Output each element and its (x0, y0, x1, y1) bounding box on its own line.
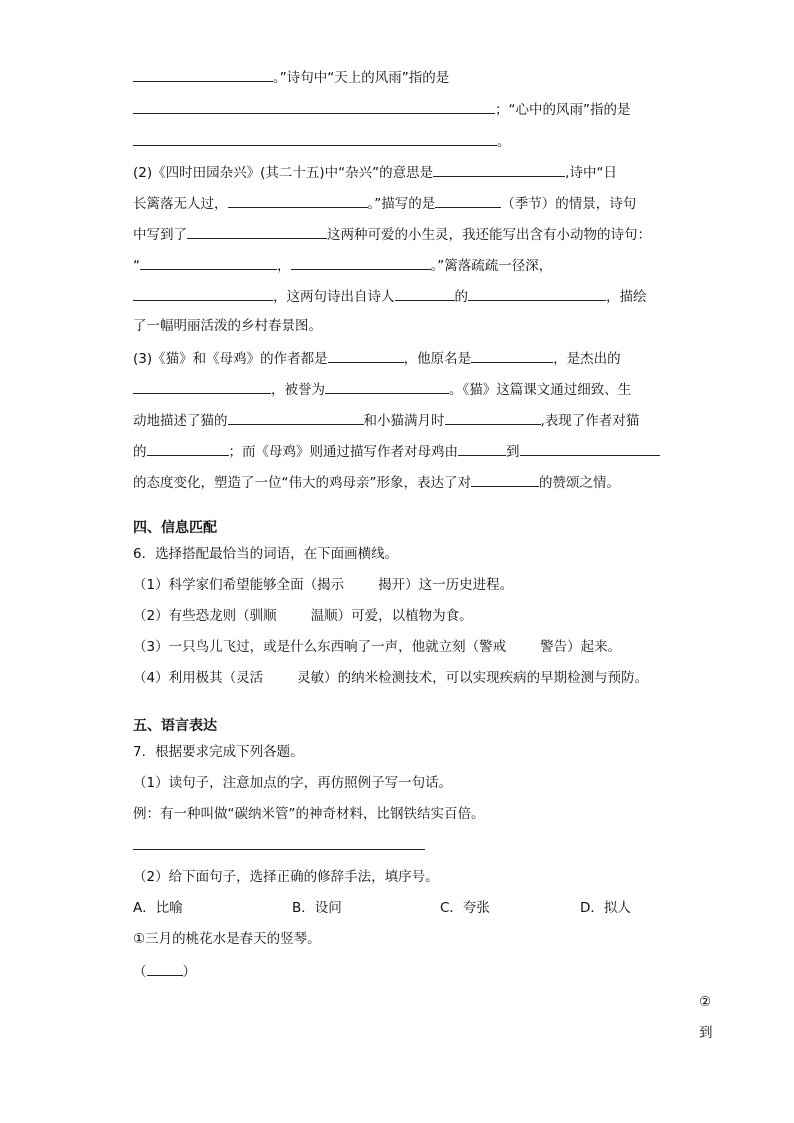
answer-blank[interactable] (291, 254, 431, 270)
q7-sub-2: （2）给下面句子，选择正确的修辞手法，填序号。 (133, 869, 439, 885)
option-b: B．设问 (292, 900, 342, 916)
answer-blank[interactable] (147, 440, 229, 456)
q5-line-1: 。”诗句中“天上的风雨”指的是 (133, 66, 449, 88)
q5-p2-line-5: ，这两句诗出自诗人 的 ，描绘 (133, 285, 647, 307)
answer-blank[interactable] (325, 378, 449, 394)
answer-blank[interactable] (187, 223, 327, 239)
answer-paren-1[interactable]: （ ） (133, 960, 196, 982)
q5-line-3: 。 (133, 130, 511, 152)
answer-blank[interactable] (133, 285, 273, 301)
example-sentence: 例：有一种叫做“碳纳米管”的神奇材料，比钢铁结实百倍。 (133, 806, 485, 822)
answer-blank[interactable] (395, 285, 455, 301)
q5-p2-line-4: “ ， 。”篱落疏疏一径深， (133, 254, 552, 276)
option-c: C．夸张 (440, 900, 490, 916)
q5-line-2: ；“心中的风雨”指的是 (133, 98, 631, 120)
q5-p3-line-3: 动地描述了猫的 和小猫满月时 ,表现了作者对猫 (133, 409, 639, 431)
q6-item-4: （4）利用极其（灵活 灵敏）的纳米检测技术，可以实现疾病的早期检测与预防。 (133, 670, 649, 686)
answer-blank[interactable] (133, 130, 497, 146)
q5-p2-line-1: (2)《四时田园杂兴》(其二十五)中“杂兴”的意思是 ,诗中“日 (133, 161, 617, 183)
answer-blank[interactable] (468, 285, 606, 301)
sentence-1: ①三月的桃花水是春天的竖琴。 (133, 931, 321, 947)
option-a: A．比喻 (133, 900, 183, 916)
answer-line[interactable] (133, 834, 425, 856)
answer-blank[interactable] (433, 161, 565, 177)
answer-blank[interactable] (471, 471, 539, 487)
answer-blank[interactable] (133, 378, 271, 394)
answer-blank[interactable] (328, 347, 404, 363)
option-d: D．拟人 (580, 900, 631, 916)
q5-p2-line-6: 了一幅明丽活泼的乡村春景图。 (133, 318, 322, 334)
answer-blank[interactable] (471, 347, 553, 363)
q5-p2-line-3: 中写到了 这两种可爱的小生灵，我还能写出含有小动物的诗句： (133, 223, 651, 245)
q6-item-1: （1）科学家们希望能够全面（揭示 揭开）这一历史进程。 (133, 577, 514, 593)
answer-blank[interactable] (147, 960, 183, 976)
q5-p3-line-4: 的 ；而《母鸡》则通过描写作者对母鸡由 到 (133, 440, 660, 462)
answer-blank[interactable] (435, 192, 501, 208)
answer-blank[interactable] (140, 254, 277, 270)
section-title-5: 五、语言表达 (133, 718, 217, 734)
question-7: 7．根据要求完成下列各题。 (133, 744, 304, 760)
q5-p3-line-1: (3)《猫》和《母鸡》的作者都是 ，他原名是 ，是杰出的 (133, 347, 621, 369)
answer-blank[interactable] (445, 409, 541, 425)
q5-p2-line-2: 长篱落无人过， 。”描写的是 （季节）的情景，诗句 (133, 192, 636, 214)
answer-blank[interactable] (133, 66, 273, 82)
answer-blank[interactable] (133, 834, 425, 850)
sentence-2-marker: ② (699, 994, 712, 1010)
q6-item-3: （3）一只鸟儿飞过，或是什么东西响了一声，他就立刻（警戒 警告）起来。 (133, 639, 622, 655)
q7-sub-1: （1）读句子，注意加点的字，再仿照例子写一句话。 (133, 775, 453, 791)
question-6: 6．选择搭配最恰当的词语，在下面画横线。 (133, 546, 399, 562)
sentence-2-text: 到 (699, 1025, 713, 1041)
q6-item-2: （2）有些恐龙则（驯顺 温顺）可爱，以植物为食。 (133, 608, 473, 624)
answer-blank[interactable] (228, 409, 364, 425)
answer-blank[interactable] (520, 440, 660, 456)
answer-blank[interactable] (458, 440, 506, 456)
section-title-4: 四、信息匹配 (133, 520, 217, 536)
answer-blank[interactable] (228, 192, 368, 208)
answer-blank[interactable] (133, 98, 495, 114)
q5-p3-line-2: ，被誉为 。《猫》这篇课文通过细致、生 (133, 378, 631, 400)
q5-p3-line-5: 的态度变化，塑造了一位“伟大的鸡母亲”形象，表达了对 的赞颂之情。 (133, 471, 620, 493)
